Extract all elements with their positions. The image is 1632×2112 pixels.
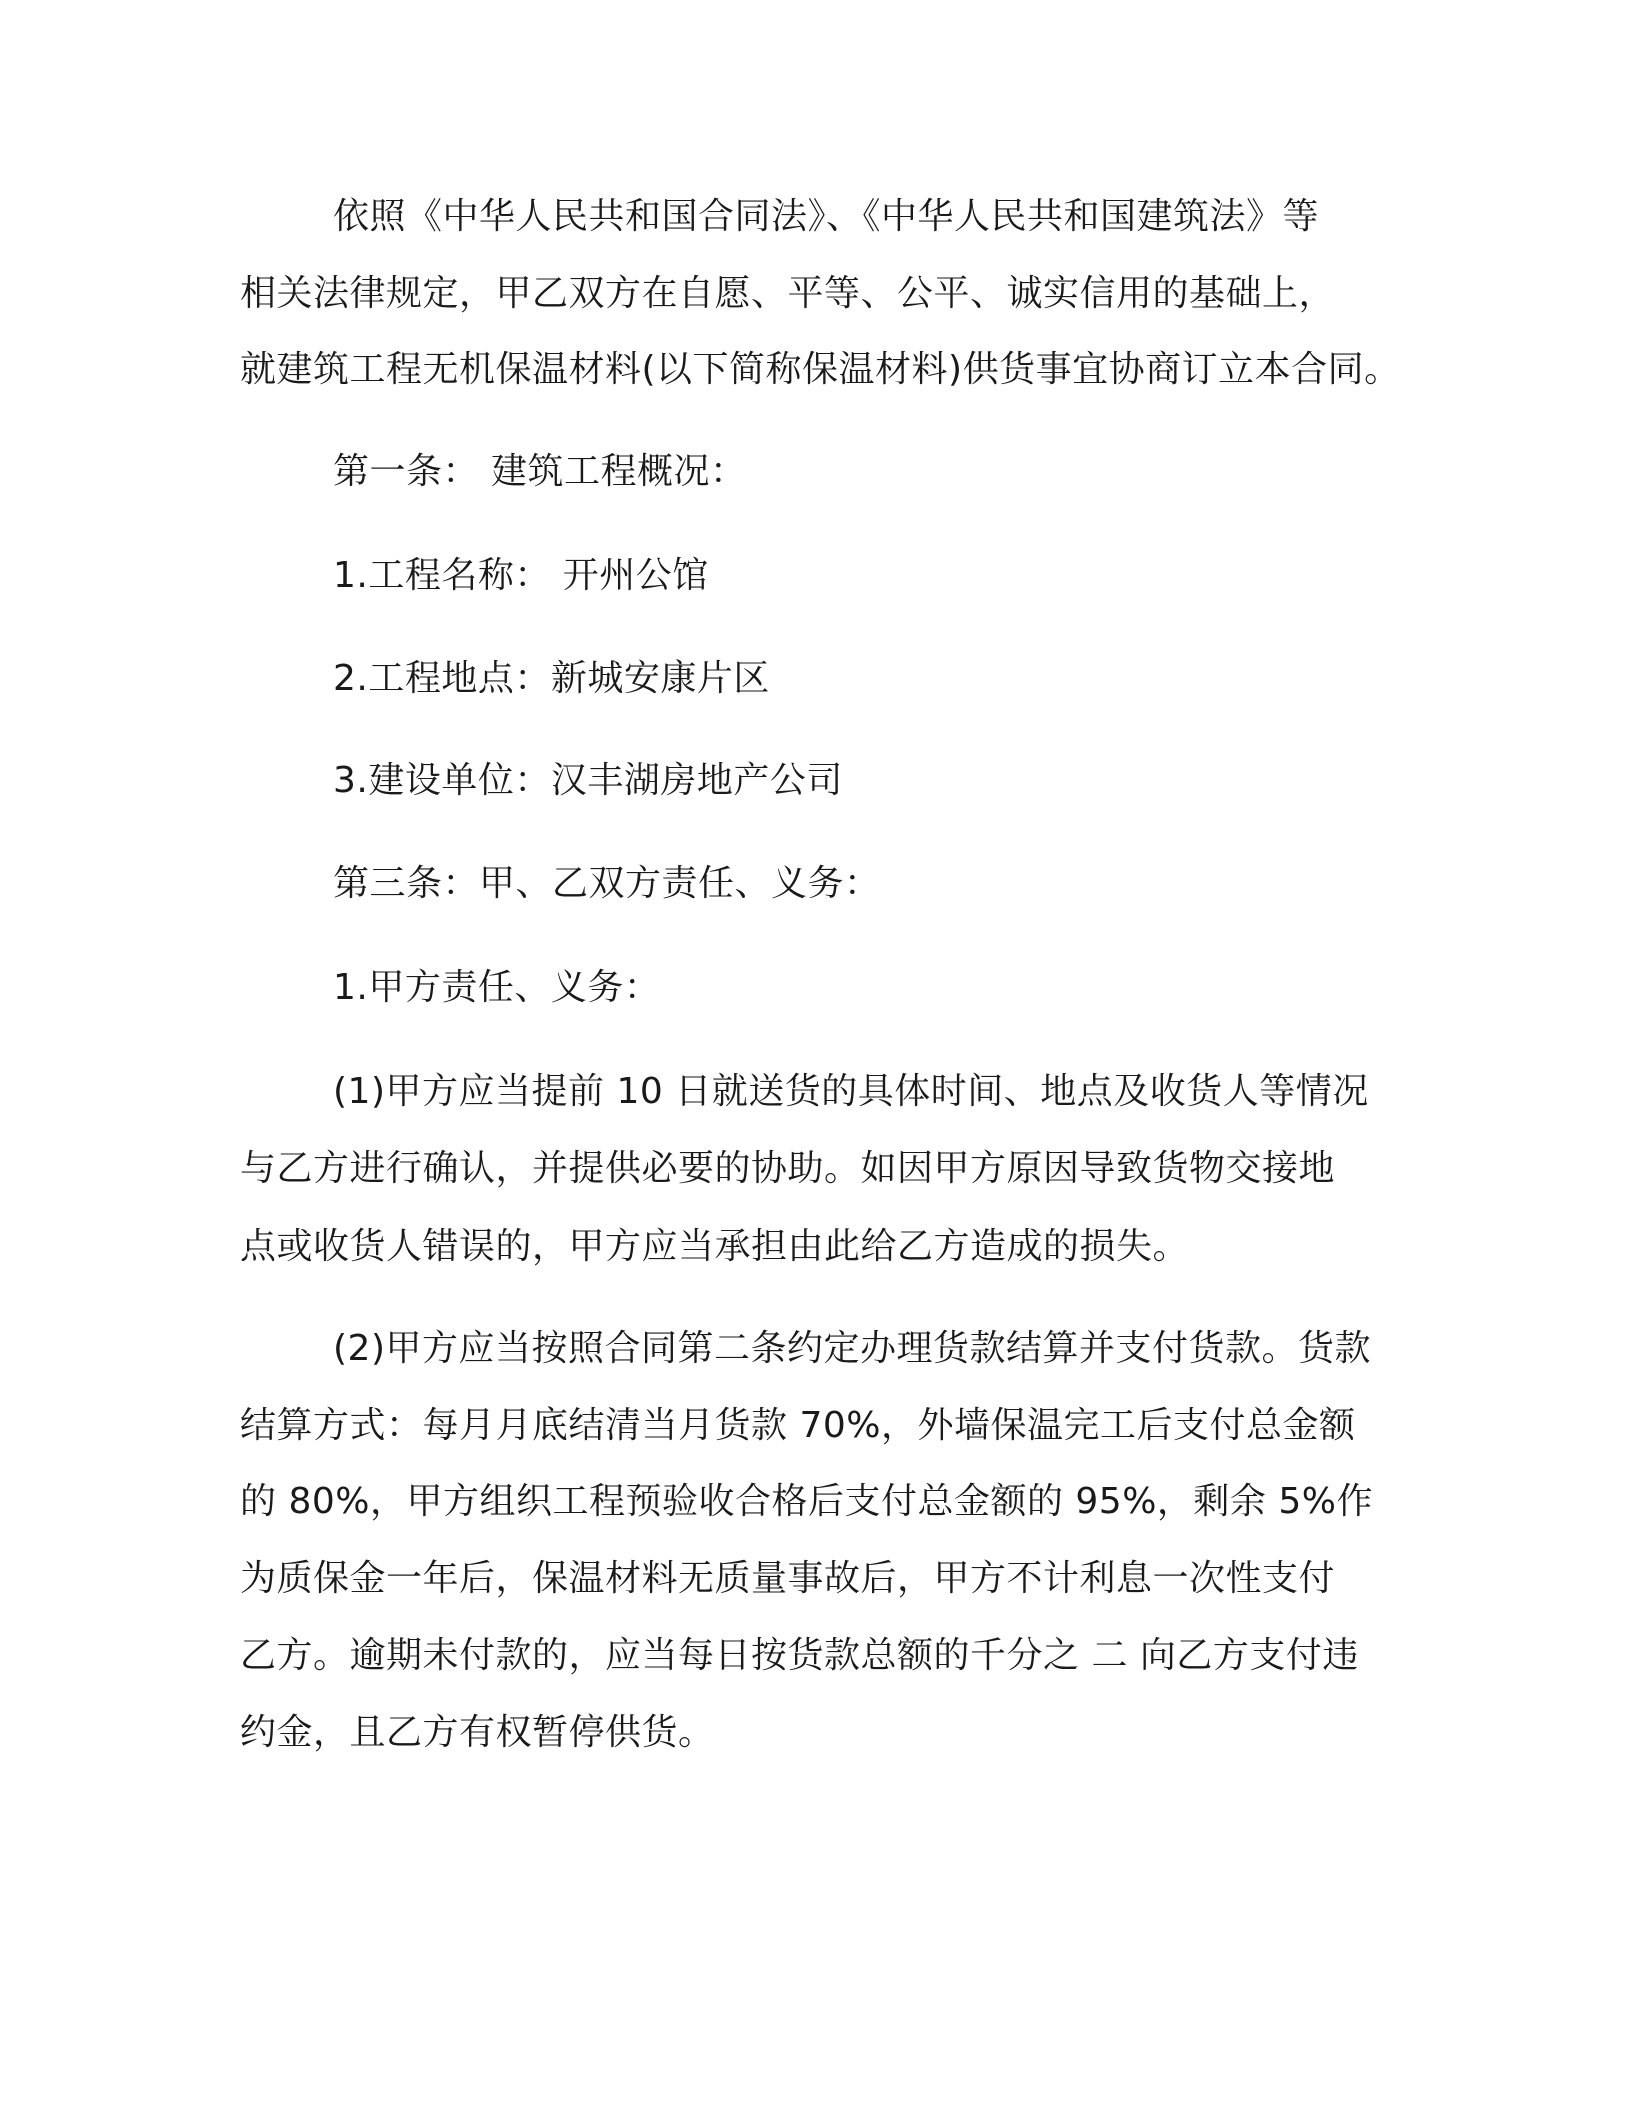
clause-2-line-3: 的 80%，甲方组织工程预验收合格后支付总金额的 95%，剩余 5%作 [240, 1481, 1373, 1522]
preamble-line-1: 依照《中华人民共和国合同法》、《中华人民共和国建筑法》等 [333, 196, 1320, 237]
clause-2-line-2: 结算方式：每月月底结清当月货款 70%，外墙保温完工后支付总金额 [240, 1405, 1356, 1446]
clause-2-line-6: 约金，且乙方有权暂停供货。 [240, 1712, 715, 1753]
preamble-line-3: 就建筑工程无机保温材料(以下简称保温材料)供货事宜协商订立本合同。 [240, 349, 1401, 390]
party-a-heading: 1.甲方责任、义务： [333, 967, 661, 1008]
preamble-line-2: 相关法律规定，甲乙双方在自愿、平等、公平、诚实信用的基础上， [240, 273, 1336, 314]
clause-2-line-1: (2)甲方应当按照合同第二条约定办理货款结算并支付货款。货款 [333, 1328, 1371, 1369]
project-location: 2.工程地点：新城安康片区 [333, 658, 770, 699]
article-1-heading: 第一条： 建筑工程概况： [333, 451, 747, 492]
clause-2-line-4: 为质保金一年后，保温材料无质量事故后，甲方不计利息一次性支付 [240, 1558, 1336, 1599]
project-name: 1.工程名称： 开州公馆 [333, 555, 709, 596]
clause-1-line-1: (1)甲方应当提前 10 日就送货的具体时间、地点及收货人等情况 [333, 1071, 1369, 1112]
clause-1-line-3: 点或收货人错误的，甲方应当承担由此给乙方造成的损失。 [240, 1226, 1190, 1267]
article-3-heading: 第三条：甲、乙双方责任、义务： [333, 863, 881, 904]
project-owner: 3.建设单位：汉丰湖房地产公司 [333, 760, 843, 801]
clause-1-line-2: 与乙方进行确认，并提供必要的协助。如因甲方原因导致货物交接地 [240, 1148, 1336, 1189]
clause-2-line-5: 乙方。逾期未付款的，应当每日按货款总额的千分之 二 向乙方支付违 [240, 1635, 1359, 1676]
